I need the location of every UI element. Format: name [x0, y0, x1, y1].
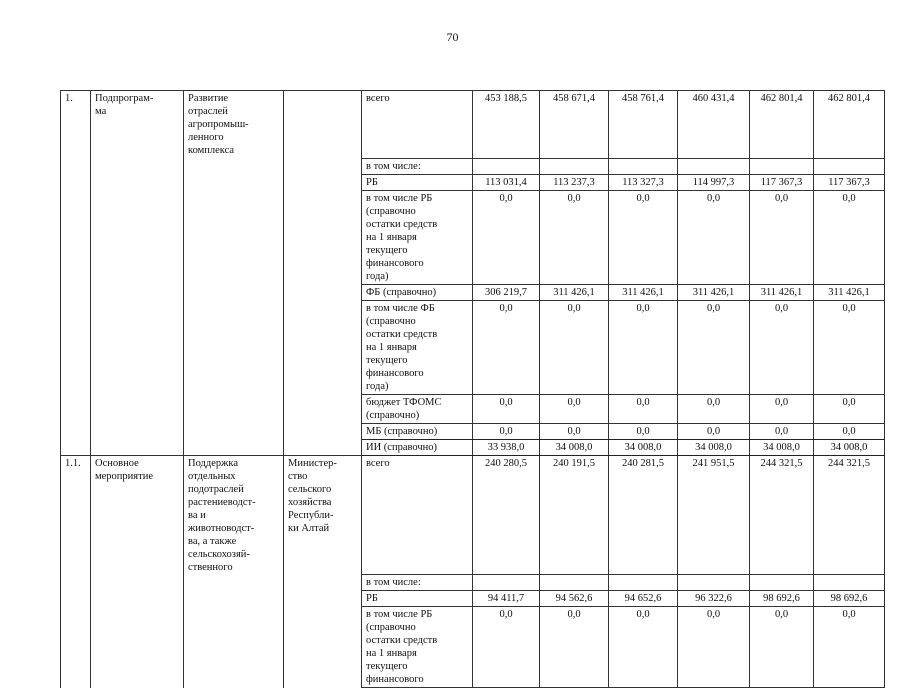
- empty-cell: [284, 607, 362, 688]
- item-executor: [284, 91, 362, 159]
- value-cell: 311 426,1: [609, 284, 678, 300]
- item-number: 1.1.: [61, 455, 91, 575]
- value-cell: 311 426,1: [750, 284, 814, 300]
- source-label: всего: [362, 455, 473, 575]
- table-row: [61, 607, 885, 688]
- value-cell: 0,0: [678, 394, 750, 423]
- empty-cell: [284, 300, 362, 394]
- value-cell: 117 367,3: [814, 174, 885, 190]
- empty-cell: [91, 591, 184, 607]
- value-cell: 113 237,3: [540, 174, 609, 190]
- empty-cell: [61, 158, 91, 174]
- value-cell: 0,0: [814, 190, 885, 284]
- value-cell: 244 321,5: [814, 455, 885, 575]
- item-kind: Подпрограм- ма: [91, 91, 184, 159]
- source-label: в том числе ФБ (справочно остатки средств на 1 января текущего финансового года): [362, 300, 473, 394]
- value-cell: 117 367,3: [750, 174, 814, 190]
- value-cell: 98 692,6: [750, 591, 814, 607]
- empty-cell: [284, 174, 362, 190]
- value-cell: 33 938,0: [473, 439, 540, 455]
- value-cell: 96 322,6: [678, 591, 750, 607]
- table-row: [61, 284, 885, 300]
- value-cell: [609, 575, 678, 591]
- value-cell: 114 997,3: [678, 174, 750, 190]
- item-executor: Министер- ство сельского хозяйства Республи- ки Алтай: [284, 455, 362, 575]
- empty-cell: [91, 300, 184, 394]
- value-cell: [540, 158, 609, 174]
- empty-cell: [61, 439, 91, 455]
- value-cell: 241 951,5: [678, 455, 750, 575]
- source-label: в том числе РБ (справочно остатки средств на 1 января текущего финансового: [362, 607, 473, 688]
- value-cell: 458 671,4: [540, 91, 609, 159]
- empty-cell: [284, 284, 362, 300]
- value-cell: [814, 158, 885, 174]
- value-cell: [750, 158, 814, 174]
- empty-cell: [91, 284, 184, 300]
- empty-cell: [61, 607, 91, 688]
- value-cell: 0,0: [540, 300, 609, 394]
- empty-cell: [184, 394, 284, 423]
- empty-cell: [284, 423, 362, 439]
- value-cell: 462 801,4: [814, 91, 885, 159]
- table-row: [61, 423, 885, 439]
- item-name: Поддержка отдельных подотраслей растениеводст- ва и животноводст- ва, а также сельскохозяй- ственного: [184, 455, 284, 575]
- item-number: 1.: [61, 91, 91, 159]
- value-cell: 0,0: [473, 190, 540, 284]
- value-cell: 0,0: [473, 423, 540, 439]
- value-cell: 0,0: [814, 607, 885, 688]
- value-cell: 0,0: [750, 300, 814, 394]
- value-cell: 244 321,5: [750, 455, 814, 575]
- table-row: [61, 174, 885, 190]
- table-row: [61, 439, 885, 455]
- source-label: ФБ (справочно): [362, 284, 473, 300]
- empty-cell: [184, 607, 284, 688]
- value-cell: 0,0: [678, 300, 750, 394]
- empty-cell: [91, 394, 184, 423]
- value-cell: 94 652,6: [609, 591, 678, 607]
- value-cell: 0,0: [540, 607, 609, 688]
- value-cell: 0,0: [609, 607, 678, 688]
- empty-cell: [91, 439, 184, 455]
- value-cell: 0,0: [540, 423, 609, 439]
- empty-cell: [184, 575, 284, 591]
- value-cell: 34 008,0: [678, 439, 750, 455]
- table-row: [61, 394, 885, 423]
- empty-cell: [91, 607, 184, 688]
- value-cell: 0,0: [678, 607, 750, 688]
- value-cell: 34 008,0: [814, 439, 885, 455]
- source-label: в том числе:: [362, 575, 473, 591]
- value-cell: [814, 575, 885, 591]
- value-cell: 0,0: [540, 394, 609, 423]
- empty-cell: [284, 439, 362, 455]
- value-cell: 113 031,4: [473, 174, 540, 190]
- empty-cell: [61, 300, 91, 394]
- value-cell: [609, 158, 678, 174]
- value-cell: 0,0: [540, 190, 609, 284]
- empty-cell: [184, 439, 284, 455]
- page-number: 70: [446, 30, 459, 44]
- value-cell: 0,0: [473, 607, 540, 688]
- value-cell: 0,0: [678, 190, 750, 284]
- empty-cell: [61, 591, 91, 607]
- value-cell: 462 801,4: [750, 91, 814, 159]
- value-cell: 34 008,0: [540, 439, 609, 455]
- source-label: бюджет ТФОМС (справочно): [362, 394, 473, 423]
- value-cell: 0,0: [609, 394, 678, 423]
- source-label: МБ (справочно): [362, 423, 473, 439]
- value-cell: [473, 575, 540, 591]
- value-cell: 98 692,6: [814, 591, 885, 607]
- value-cell: 94 562,6: [540, 591, 609, 607]
- empty-cell: [184, 158, 284, 174]
- empty-cell: [284, 591, 362, 607]
- empty-cell: [184, 174, 284, 190]
- empty-cell: [184, 190, 284, 284]
- empty-cell: [61, 174, 91, 190]
- empty-cell: [61, 394, 91, 423]
- value-cell: 240 191,5: [540, 455, 609, 575]
- empty-cell: [91, 158, 184, 174]
- value-cell: 34 008,0: [750, 439, 814, 455]
- value-cell: 306 219,7: [473, 284, 540, 300]
- empty-cell: [184, 284, 284, 300]
- financing-table: [60, 90, 885, 688]
- value-cell: 0,0: [609, 300, 678, 394]
- value-cell: 0,0: [750, 423, 814, 439]
- empty-cell: [91, 174, 184, 190]
- table-row: [61, 158, 885, 174]
- value-cell: 311 426,1: [814, 284, 885, 300]
- empty-cell: [284, 575, 362, 591]
- source-label: РБ: [362, 174, 473, 190]
- value-cell: 0,0: [609, 423, 678, 439]
- value-cell: [473, 158, 540, 174]
- value-cell: 240 281,5: [609, 455, 678, 575]
- value-cell: 453 188,5: [473, 91, 540, 159]
- value-cell: 113 327,3: [609, 174, 678, 190]
- value-cell: [678, 158, 750, 174]
- source-label: в том числе РБ (справочно остатки средств на 1 января текущего финансового года): [362, 190, 473, 284]
- item-name: Развитие отраслей агропромыш- ленного комплекса: [184, 91, 284, 159]
- empty-cell: [284, 394, 362, 423]
- value-cell: 311 426,1: [540, 284, 609, 300]
- value-cell: 311 426,1: [678, 284, 750, 300]
- value-cell: 0,0: [473, 394, 540, 423]
- value-cell: [678, 575, 750, 591]
- empty-cell: [184, 300, 284, 394]
- value-cell: 0,0: [750, 394, 814, 423]
- value-cell: 0,0: [814, 423, 885, 439]
- empty-cell: [284, 158, 362, 174]
- empty-cell: [61, 190, 91, 284]
- empty-cell: [61, 575, 91, 591]
- empty-cell: [61, 423, 91, 439]
- item-kind: Основное мероприятие: [91, 455, 184, 575]
- empty-cell: [184, 591, 284, 607]
- empty-cell: [91, 575, 184, 591]
- source-label: всего: [362, 91, 473, 159]
- table-row: [61, 91, 885, 159]
- value-cell: 0,0: [609, 190, 678, 284]
- value-cell: 460 431,4: [678, 91, 750, 159]
- source-label: в том числе:: [362, 158, 473, 174]
- value-cell: 0,0: [750, 607, 814, 688]
- value-cell: 0,0: [473, 300, 540, 394]
- value-cell: [750, 575, 814, 591]
- empty-cell: [284, 190, 362, 284]
- table-row: [61, 300, 885, 394]
- empty-cell: [184, 423, 284, 439]
- table-row: [61, 190, 885, 284]
- value-cell: 0,0: [678, 423, 750, 439]
- source-label: РБ: [362, 591, 473, 607]
- value-cell: 94 411,7: [473, 591, 540, 607]
- table-row: [61, 575, 885, 591]
- value-cell: 458 761,4: [609, 91, 678, 159]
- value-cell: 240 280,5: [473, 455, 540, 575]
- empty-cell: [91, 423, 184, 439]
- empty-cell: [91, 190, 184, 284]
- table-row: [61, 455, 885, 575]
- value-cell: [540, 575, 609, 591]
- source-label: ИИ (справочно): [362, 439, 473, 455]
- value-cell: 0,0: [814, 300, 885, 394]
- empty-cell: [61, 284, 91, 300]
- value-cell: 0,0: [814, 394, 885, 423]
- value-cell: 34 008,0: [609, 439, 678, 455]
- value-cell: 0,0: [750, 190, 814, 284]
- table-body: [61, 91, 885, 688]
- table-row: [61, 591, 885, 607]
